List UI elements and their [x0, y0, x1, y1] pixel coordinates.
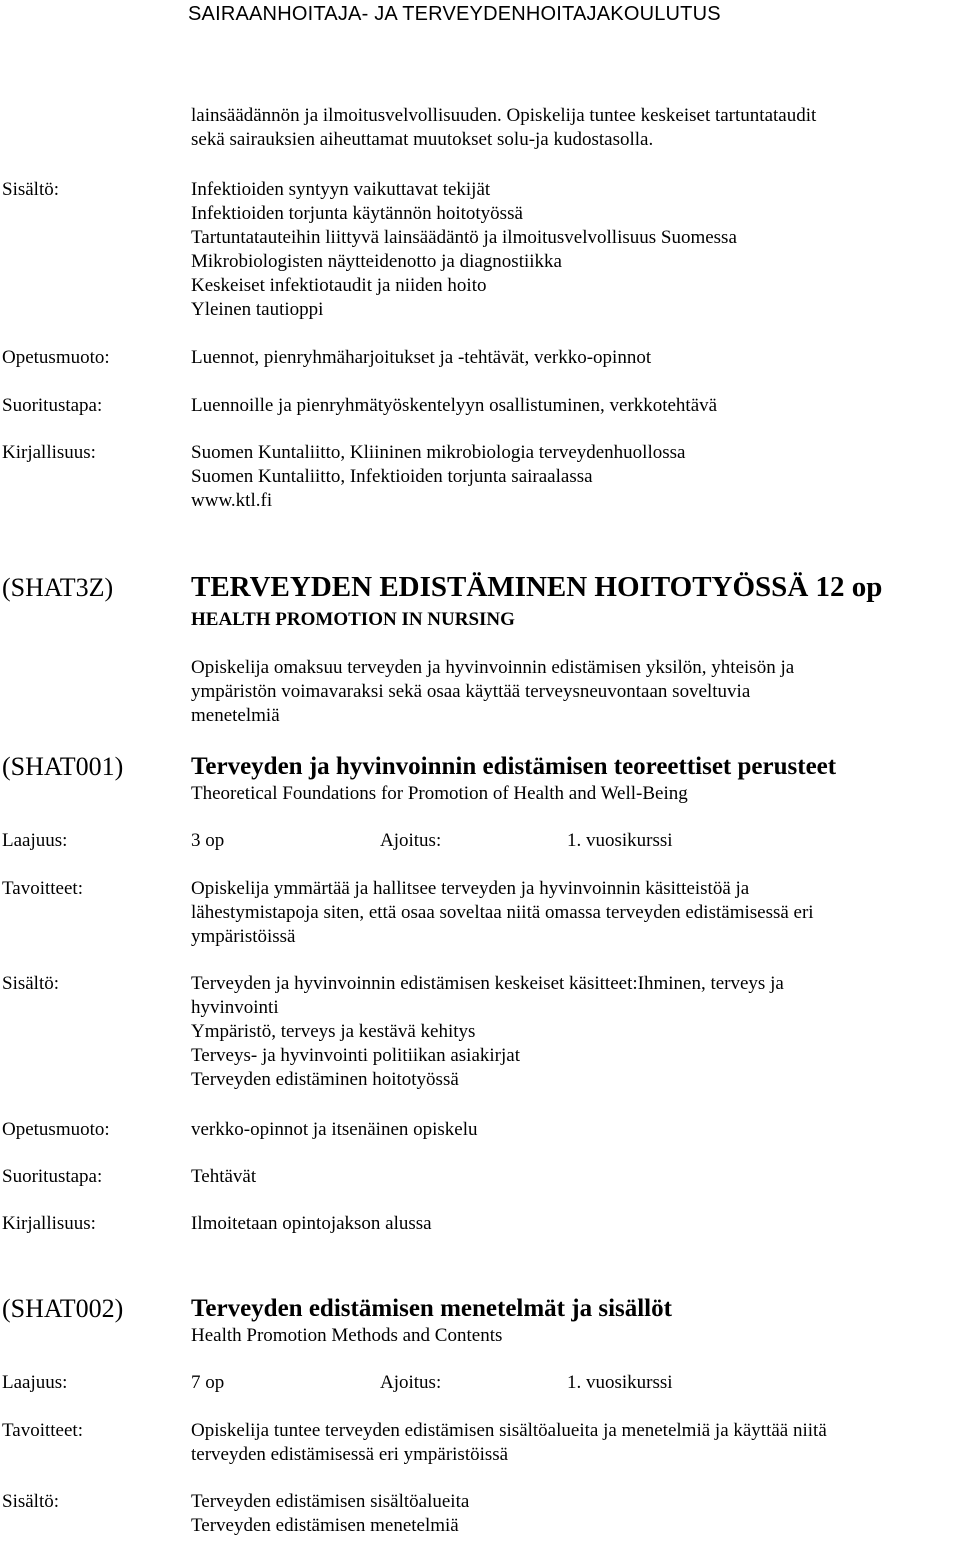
text-line: Keskeiset infektiotaudit ja niiden hoito [191, 275, 487, 296]
text-line: lähestymistapoja siten, että osaa soveltaa niitä omassa terveyden edistämisessä eri [191, 902, 814, 923]
opetusmuoto-label: Opetusmuoto: [2, 347, 110, 368]
text-line: Suomen Kuntaliitto, Infektioiden torjunta sairaalassa [191, 466, 593, 487]
text-line: terveyden edistämisessä eri ympäristöissä [191, 1444, 509, 1465]
text-line: Infektioiden syntyyn vaikuttavat tekijät [191, 179, 491, 200]
tavoitteet-label: Tavoitteet: [2, 878, 83, 899]
kirjallisuus-content [191, 441, 685, 513]
text-line: Opiskelija tuntee terveyden edistämisen sisältöalueita ja menetelmiä ja käyttää niitä [191, 1420, 827, 1441]
tavoitteet-content [191, 1419, 827, 1467]
page-header: SAIRAANHOITAJA- JA TERVEYDENHOITAJAKOULUTUS [188, 3, 721, 25]
text-line: ympäristöissä [191, 926, 296, 947]
suoritustapa-value: Tehtävät [191, 1166, 257, 1187]
opetusmuoto-label: Opetusmuoto: [2, 1119, 110, 1140]
text-line: menetelmiä [191, 705, 280, 726]
text-line: Terveyden edistäminen hoitotyössä [191, 1069, 459, 1090]
text-line: ympäristön voimavaraksi sekä osaa käyttää terveysneuvontaan soveltuvia [191, 681, 751, 702]
kirjallisuus-value: Ilmoitetaan opintojakson alussa [191, 1213, 432, 1234]
course-title: Terveyden edistämisen menetelmät ja sisällöt [191, 1295, 672, 1322]
text-line: Ympäristö, terveys ja kestävä kehitys [191, 1021, 476, 1042]
text-line: Terveyden ja hyvinvoinnin edistämisen keskeiset käsitteet:Ihminen, terveys ja [191, 973, 784, 994]
module-description [191, 656, 794, 728]
text-line: Terveys- ja hyvinvointi politiikan asiakirjat [191, 1045, 520, 1066]
text-line: www.ktl.fi [191, 490, 273, 511]
sisalto-content [191, 178, 737, 322]
text-line: Opiskelija ymmärtää ja hallitsee terveyden ja hyvinvoinnin käsitteistöä ja [191, 878, 750, 899]
text-line: sekä sairauksien aiheuttamat muutokset solu-ja kudostasolla. [191, 129, 654, 150]
text-line: Opiskelija omaksuu terveyden ja hyvinvoinnin edistämisen yksilön, yhteisön ja [191, 657, 795, 678]
text-line: Mikrobiologisten näytteidenotto ja diagnostiikka [191, 251, 562, 272]
course-code: (SHAT001) [2, 752, 124, 781]
tavoitteet-label: Tavoitteet: [2, 1420, 83, 1441]
sisalto-label: Sisältö: [2, 973, 60, 994]
text-line: Terveyden edistämisen sisältöalueita [191, 1491, 470, 1512]
course-title-en: Theoretical Foundations for Promotion of Health and Well-Being [191, 783, 688, 804]
course-title: Terveyden ja hyvinvoinnin edistämisen teoreettiset perusteet [191, 753, 837, 780]
ajoitus-value: 1. vuosikurssi [567, 1372, 673, 1393]
laajuus-value: 3 op [191, 830, 225, 851]
text-line: hyvinvointi [191, 997, 279, 1018]
kirjallisuus-label: Kirjallisuus: [2, 442, 96, 463]
ajoitus-label: Ajoitus: [380, 830, 442, 851]
laajuus-label: Laajuus: [2, 830, 68, 851]
kirjallisuus-label: Kirjallisuus: [2, 1213, 96, 1234]
suoritustapa-label: Suoritustapa: [2, 395, 103, 416]
module-title: TERVEYDEN EDISTÄMINEN HOITOTYÖSSÄ 12 op [191, 571, 883, 603]
suoritustapa-value: Luennoille ja pienryhmätyöskentelyyn osallistuminen, verkkotehtävä [191, 395, 718, 416]
ajoitus-label: Ajoitus: [380, 1372, 442, 1393]
ajoitus-value: 1. vuosikurssi [567, 830, 673, 851]
text-line: Infektioiden torjunta käytännön hoitotyössä [191, 203, 523, 224]
module-code: (SHAT3Z) [2, 573, 114, 602]
prev-course-intro [191, 104, 816, 152]
module-title-en: HEALTH PROMOTION IN NURSING [191, 609, 515, 630]
course-code: (SHAT002) [2, 1294, 124, 1323]
sisalto-content [191, 972, 784, 1092]
sisalto-label: Sisältö: [2, 179, 60, 200]
text-line: Suomen Kuntaliitto, Kliininen mikrobiologia terveydenhuollossa [191, 442, 686, 463]
sisalto-content [191, 1490, 469, 1538]
text-line: Terveyden edistämisen menetelmiä [191, 1515, 459, 1536]
tavoitteet-content [191, 877, 814, 949]
text-line: lainsäädännön ja ilmoitusvelvollisuuden. Opiskelija tuntee keskeiset tartuntataudit [191, 105, 817, 126]
suoritustapa-label: Suoritustapa: [2, 1166, 103, 1187]
text-line: Tartuntatauteihin liittyvä lainsäädäntö ja ilmoitusvelvollisuus Suomessa [191, 227, 737, 248]
sisalto-label: Sisältö: [2, 1491, 60, 1512]
laajuus-value: 7 op [191, 1372, 225, 1393]
text-line: Yleinen tautioppi [191, 299, 324, 320]
opetusmuoto-value: verkko-opinnot ja itsenäinen opiskelu [191, 1119, 478, 1140]
laajuus-label: Laajuus: [2, 1372, 68, 1393]
course-title-en: Health Promotion Methods and Contents [191, 1325, 503, 1346]
opetusmuoto-value: Luennot, pienryhmäharjoitukset ja -tehtävät, verkko-opinnot [191, 347, 652, 368]
